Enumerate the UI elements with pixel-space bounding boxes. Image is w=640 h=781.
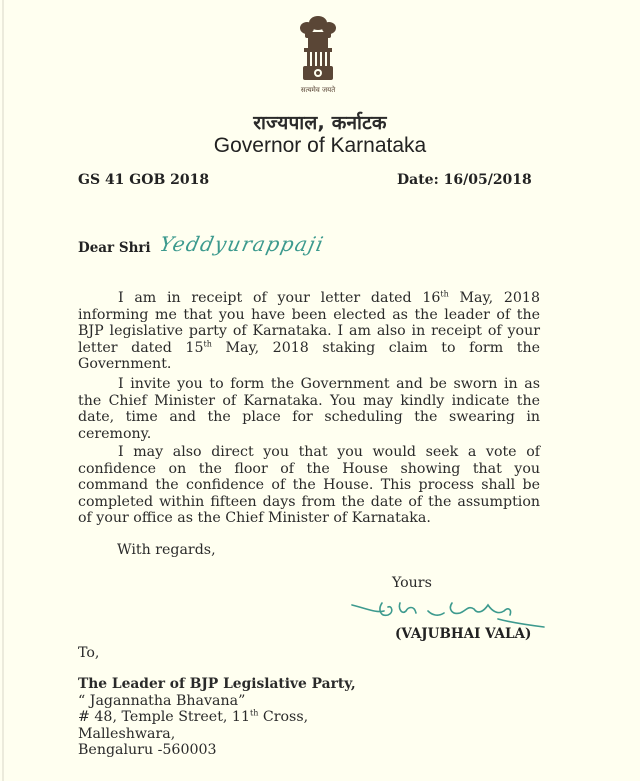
closing-yours: Yours <box>392 575 432 591</box>
recipient-locality: Malleshwara, <box>78 725 176 742</box>
recipient-city: Bengaluru -560003 <box>78 742 217 758</box>
reference-number: GS 41 GOB 2018 <box>78 172 210 188</box>
body-paragraph-1: I am in receipt of your letter dated 16th May, 2018 informing me that you have been elected as the leader of the BJP legislative party of Karnataka. I am also in receipt of your letter dated 15th May, 2018 staking claim to form the Government. <box>78 289 540 372</box>
recipient-building: “ Jagannatha Bhavana” <box>78 692 246 709</box>
letter-date: Date: 16/05/2018 <box>397 172 532 188</box>
body-paragraph-3: I may also direct you that you would seek a vote of confidence on the floor of the House showing that you command the confidence of the House. This process shall be completed within fifteen days from the date of the assumption of your office as the Chief Minister of Karnataka. <box>78 444 540 526</box>
closing-regards: With regards, <box>117 542 216 558</box>
recipient-street: # 48, Temple Street, 11th Cross, <box>78 708 309 725</box>
salutation: Dear Shri <box>78 240 151 256</box>
letterhead-title-english: Governor of Karnataka <box>213 134 427 157</box>
recipient-to-label: To, <box>78 645 100 661</box>
emblem-motto: सत्यमेव जयते <box>300 86 336 94</box>
state-emblem-icon <box>288 14 348 98</box>
signatory-name: (VAJUBHAI VALA) <box>395 626 532 642</box>
letterhead-title-hindi: राज्यपाल, कर्नाटक <box>253 112 387 134</box>
body-paragraph-2: I invite you to form the Government and be sworn in as the Chief Minister of Karnataka. You may kindly indicate the date, time and the place for scheduling the swearing in ceremony. <box>78 376 540 442</box>
recipient-address <box>78 676 356 759</box>
handwritten-addressee-name: Yeddyurappaji <box>157 232 327 256</box>
recipient-name: The Leader of BJP Legislative Party, <box>78 676 356 692</box>
